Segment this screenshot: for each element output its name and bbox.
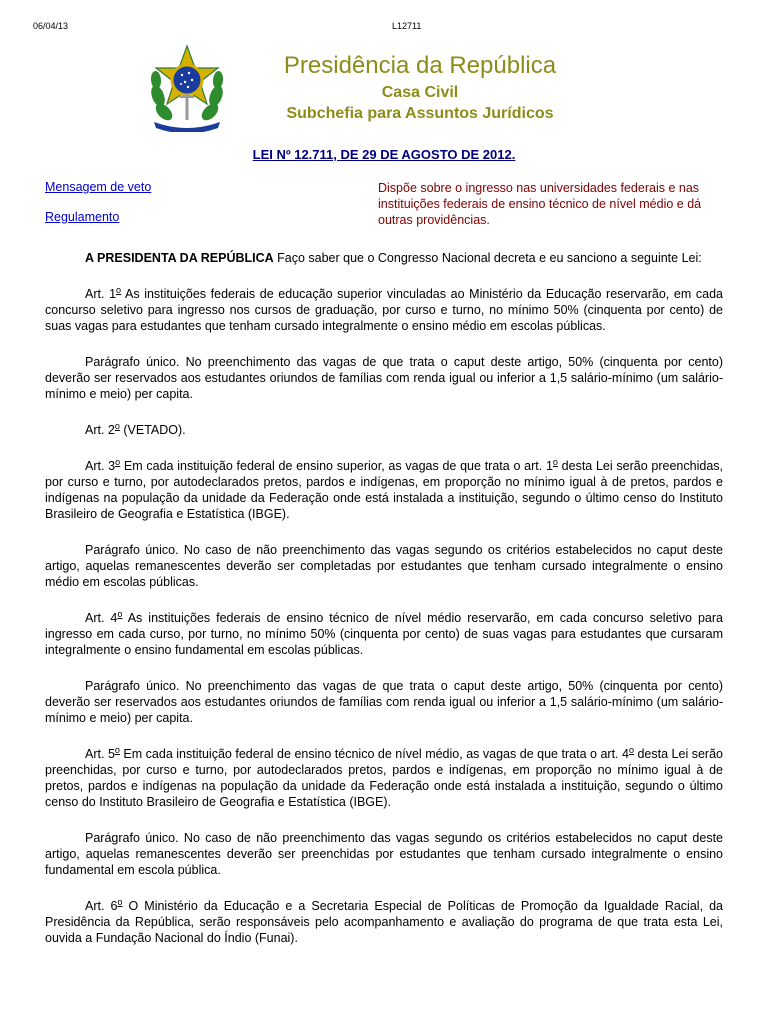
header-title-block xyxy=(250,52,590,124)
article-6 xyxy=(45,898,723,946)
article-2 xyxy=(45,422,723,438)
article-label: Art. 5 xyxy=(85,747,115,761)
article-label: Art. 3 xyxy=(85,459,116,473)
regulation-link[interactable]: Regulamento xyxy=(45,210,120,224)
brazil-coat-of-arms-icon xyxy=(144,44,230,132)
preamble-author: A PRESIDENTA DA REPÚBLICA xyxy=(85,251,274,265)
institution-subtitle: Casa Civil xyxy=(381,84,459,101)
institution-department: Subchefia para Assuntos Jurídicos xyxy=(286,105,554,122)
article-text: desta Lei serão preenchidas, por curso e turno, por autodeclarados pretos, pardos e indígenas, em proporção no mínimo igual à de pretos, pardos e indígenas na população da unidade da Federação onde está instalada a instituição, segundo o último censo do Instituto Brasileiro de Geografia e Estatística (IBGE). xyxy=(45,459,723,521)
article-label: Art. 2 xyxy=(85,423,115,437)
article-text: As instituições federais de educação superior vinculadas ao Ministério da Educação reservarão, em cada concurso seletivo para ingresso nos cursos de graduação, por curso e turno, no mínimo 50% (cinquenta por cento) de suas vagas para estudantes que tenham cursado integralmente o ensino médio em escolas públicas. xyxy=(45,287,723,333)
law-summary: Dispõe sobre o ingresso nas universidades federais e nas instituições federais de ensino técnico de nível médio e dá outras providências. xyxy=(378,181,702,227)
ordinal-mark: o xyxy=(117,609,123,619)
article-4 xyxy=(45,610,723,658)
ordinal-mark: o xyxy=(115,457,121,467)
article-text: (VETADO). xyxy=(119,423,186,437)
document-ref: L12711 xyxy=(392,21,422,31)
preamble xyxy=(45,250,723,266)
ordinal-mark: o xyxy=(114,745,120,755)
related-links xyxy=(45,180,151,224)
ordinal-mark: o xyxy=(114,421,120,431)
article-text: O Ministério da Educação e a Secretaria Especial de Políticas de Promoção da Igualdade Racial, da Presidência da República, serão responsáveis pelo acompanhamento e avaliação do programa de que trata esta Lei, ouvida a Fundação Nacional do Índio (Funai). xyxy=(45,899,723,945)
ordinal-mark: o xyxy=(552,457,558,467)
veto-message-link[interactable]: Mensagem de veto xyxy=(45,180,152,194)
print-date: 06/04/13 xyxy=(33,21,69,31)
article-1 xyxy=(45,286,723,334)
article-text: Em cada instituição federal de ensino superior, as vagas de que trata o art. 1 xyxy=(120,459,553,473)
article-3-paragraph: Parágrafo único. No caso de não preenchimento das vagas segundo os critérios estabelecidos no caput deste artigo, aquelas remanescentes deverão ser completadas por estudantes que tenham cursado integralmente o ensino médio em escolas públicas. xyxy=(45,543,723,589)
article-5 xyxy=(45,746,723,810)
ordinal-mark: o xyxy=(116,285,122,295)
article-5-paragraph: Parágrafo único. No caso de não preenchimento das vagas segundo os critérios estabelecidos no caput deste artigo, aquelas remanescentes deverão ser preenchidas por estudantes que tenham cursado integralmente o ensino fundamental em escola pública. xyxy=(45,831,723,877)
article-label: Art. 4 xyxy=(85,611,118,625)
ordinal-mark: o xyxy=(117,897,123,907)
preamble-text: Faço saber que o Congresso Nacional decreta e eu sanciono a seguinte Lei: xyxy=(273,251,702,265)
article-label: Art. 6 xyxy=(85,899,118,913)
article-label: Art. 1 xyxy=(85,287,117,301)
ordinal-mark: o xyxy=(628,745,634,755)
article-1-paragraph: Parágrafo único. No preenchimento das vagas de que trata o caput deste artigo, 50% (cinquenta por cento) deverão ser reservados aos estudantes oriundos de famílias com renda igual ou inferior a 1,5 salário-mínimo (um salário-mínimo e meio) per capita. xyxy=(45,355,723,401)
law-body xyxy=(45,250,723,966)
article-text: Em cada instituição federal de ensino técnico de nível médio, as vagas de que trata o art. 4 xyxy=(119,747,629,761)
article-3 xyxy=(45,458,723,522)
article-text: desta Lei serão preenchidas, por curso e turno, por autodeclarados pretos, pardos e indígenas, em proporção no mínimo igual à de pretos, pardos e indígenas na população da unidade da Federação onde está instalada a instituição, segundo o último censo do Instituto Brasileiro de Geografia e Estatística (IBGE). xyxy=(45,747,723,809)
institution-title: Presidência da República xyxy=(283,52,557,79)
article-text: As instituições federais de ensino técnico de nível médio reservarão, em cada concurso seletivo para ingresso em cada curso, por turno, no mínimo 50% (cinquenta por cento) de suas vagas para estudantes que cursaram integralmente o ensino fundamental em escolas públicas. xyxy=(45,611,723,657)
article-4-paragraph: Parágrafo único. No preenchimento das vagas de que trata o caput deste artigo, 50% (cinquenta por cento) deverão ser reservados aos estudantes oriundos de famílias com renda igual ou inferior a 1,5 salário-mínimo (um salário-mínimo e meio) per capita. xyxy=(45,679,723,725)
law-title[interactable]: LEI Nº 12.711, DE 29 DE AGOSTO DE 2012. xyxy=(252,147,516,162)
